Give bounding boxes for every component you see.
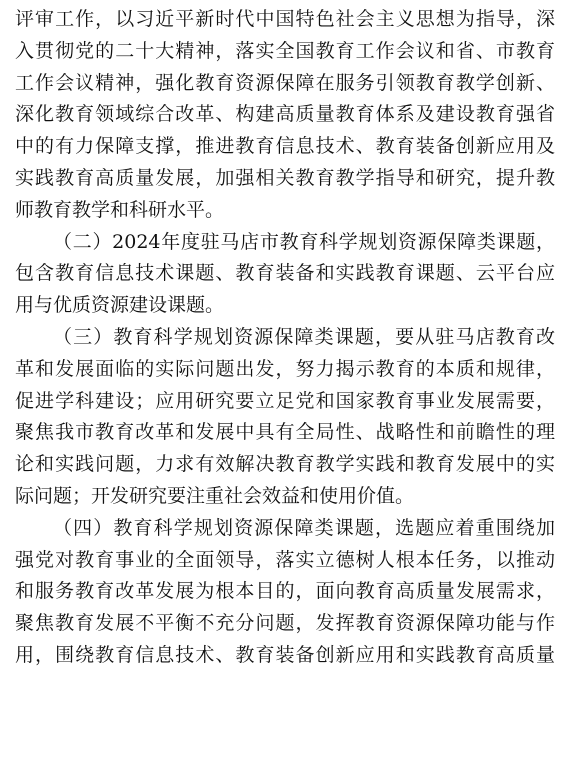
text-line: 师教育教学和科研水平。 bbox=[15, 198, 225, 221]
text-line: 包含教育信息技术课题、教育装备和实践教育课题、云平台应 bbox=[15, 262, 555, 285]
paragraph-section-3 bbox=[15, 322, 555, 513]
text-line: 评审工作，以习近平新时代中国特色社会主义思想为指导，深 bbox=[15, 8, 555, 30]
text-line: 工作会议精神，强化教育资源保障在服务引领教育教学创新、 bbox=[15, 71, 555, 94]
paragraph-section-2 bbox=[15, 227, 555, 322]
text-line: 用，围绕教育信息技术、教育装备创新应用和实践教育高质量 bbox=[15, 643, 555, 666]
text-line: 际问题；开发研究要注重社会效益和使用价值。 bbox=[15, 484, 415, 507]
text-line: （二）2024年度驻马店市教育科学规划资源保障类课题， bbox=[53, 230, 555, 253]
text-line: 入贯彻党的二十大精神，落实全国教育工作会议和省、市教育 bbox=[15, 39, 555, 62]
text-line: 深化教育领域综合改革、构建高质量教育体系及建设教育强省 bbox=[15, 103, 555, 126]
text-line: （四）教育科学规划资源保障类课题，选题应着重围绕加 bbox=[53, 516, 555, 539]
text-line: 论和实践问题，力求有效解决教育教学实践和教育发展中的实 bbox=[15, 453, 555, 476]
text-line: 强党对教育事业的全面领导，落实立德树人根本任务，以推动 bbox=[15, 548, 555, 571]
text-line: 促进学科建设；应用研究要立足党和国家教育事业发展需要， bbox=[15, 389, 555, 412]
paragraph-section-4 bbox=[15, 513, 555, 672]
text-line: 实践教育高质量发展，加强相关教育教学指导和研究，提升教 bbox=[15, 166, 555, 189]
text-line: （三）教育科学规划资源保障类课题，要从驻马店教育改 bbox=[53, 325, 555, 348]
text-line: 用与优质资源建设课题。 bbox=[15, 294, 225, 317]
document-page bbox=[15, 4, 555, 672]
paragraph-intro-continuation bbox=[15, 4, 555, 227]
text-line: 和服务教育改革发展为根本目的，面向教育高质量发展需求， bbox=[15, 580, 555, 603]
text-line: 聚焦我市教育改革和发展中具有全局性、战略性和前瞻性的理 bbox=[15, 421, 555, 444]
text-line: 中的有力保障支撑，推进教育信息技术、教育装备创新应用及 bbox=[15, 135, 555, 158]
text-line: 革和发展面临的实际问题出发，努力揭示教育的本质和规律， bbox=[15, 357, 555, 380]
text-line: 聚焦教育发展不平衡不充分问题，发挥教育资源保障功能与作 bbox=[15, 612, 555, 635]
